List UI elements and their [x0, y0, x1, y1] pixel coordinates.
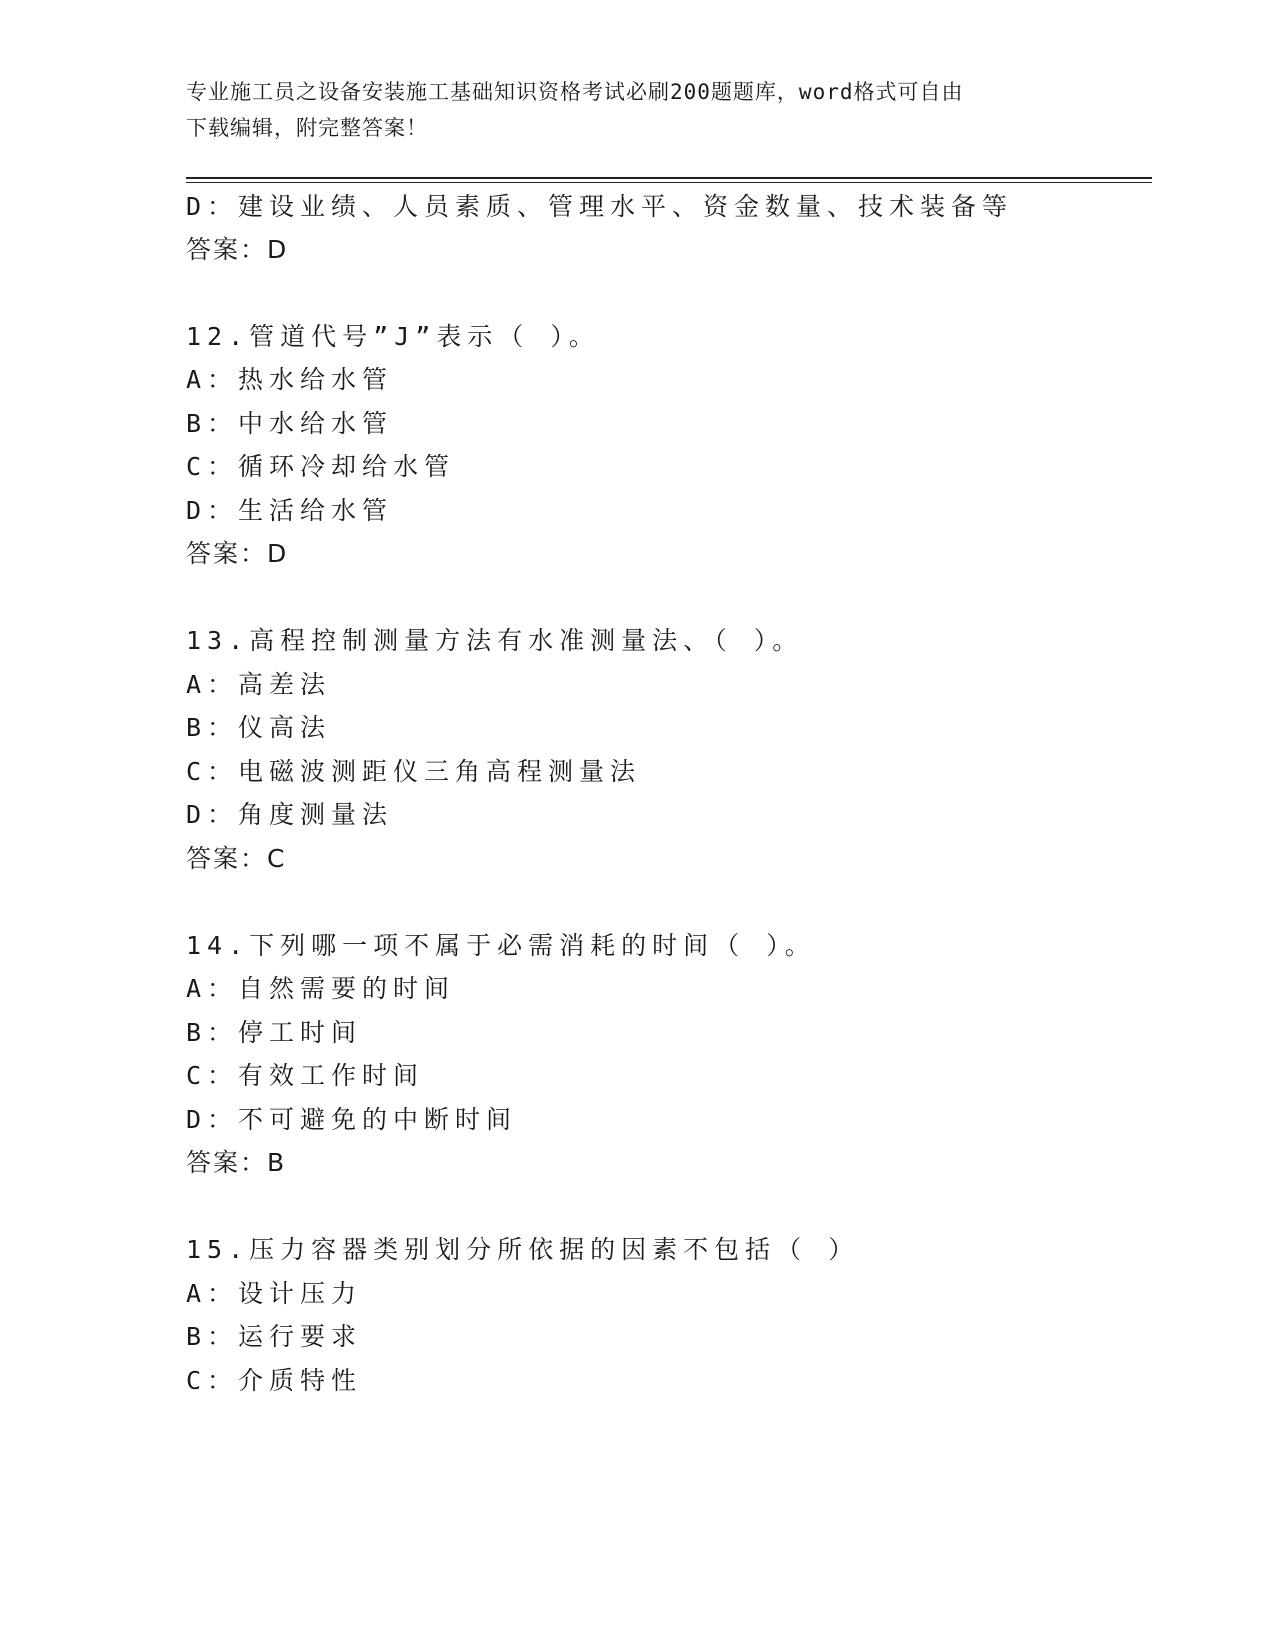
question-13-option-d: D：角度测量法 — [186, 800, 394, 829]
question-12-option-b: B：中水给水管 — [186, 409, 394, 438]
header-divider-thick — [186, 177, 1152, 179]
question-15-option-c: C：介质特性 — [186, 1366, 363, 1395]
question-15-option-a: A：设计压力 — [186, 1279, 363, 1308]
question-14-option-b: B：停工时间 — [186, 1018, 363, 1047]
question-14-option-a: A：自然需要的时间 — [186, 974, 456, 1003]
question-12-option-a: A：热水给水管 — [186, 365, 394, 394]
question-13-option-c: C：电磁波测距仪三角高程测量法 — [186, 757, 642, 786]
question-12-option-c: C：循环冷却给水管 — [186, 452, 456, 481]
prev-answer: 答案：D — [186, 235, 289, 264]
question-14-option-d: D：不可避免的中断时间 — [186, 1105, 518, 1134]
question-14-stem: 14.下列哪一项不属于必需消耗的时间（ ）。 — [186, 931, 816, 960]
header-line-2: 下载编辑，附完整答案！ — [186, 116, 428, 140]
question-13-option-b: B：仪高法 — [186, 713, 332, 742]
question-12-answer: 答案：D — [186, 539, 289, 568]
header-line-1: 专业施工员之设备安装施工基础知识资格考试必刷200题题库，word格式可自由 — [186, 80, 964, 104]
question-12-stem: 12.管道代号”J”表示（ ）。 — [186, 322, 600, 351]
question-15-stem: 15.压力容器类别划分所依据的因素不包括（ ） — [186, 1235, 860, 1264]
question-12-option-d: D：生活给水管 — [186, 496, 394, 525]
question-13-option-a: A：高差法 — [186, 670, 332, 699]
document-header — [186, 74, 1066, 146]
question-14-answer: 答案：B — [186, 1148, 287, 1177]
question-13-answer: 答案：C — [186, 844, 287, 873]
question-13-stem: 13.高程控制测量方法有水准测量法、（ ）。 — [186, 626, 804, 655]
question-15-option-b: B：运行要求 — [186, 1322, 363, 1351]
header-divider-thin — [186, 182, 1152, 183]
prev-option-d: D：建设业绩、人员素质、管理水平、资金数量、技术装备等 — [186, 192, 1014, 221]
question-14-option-c: C：有效工作时间 — [186, 1061, 425, 1090]
